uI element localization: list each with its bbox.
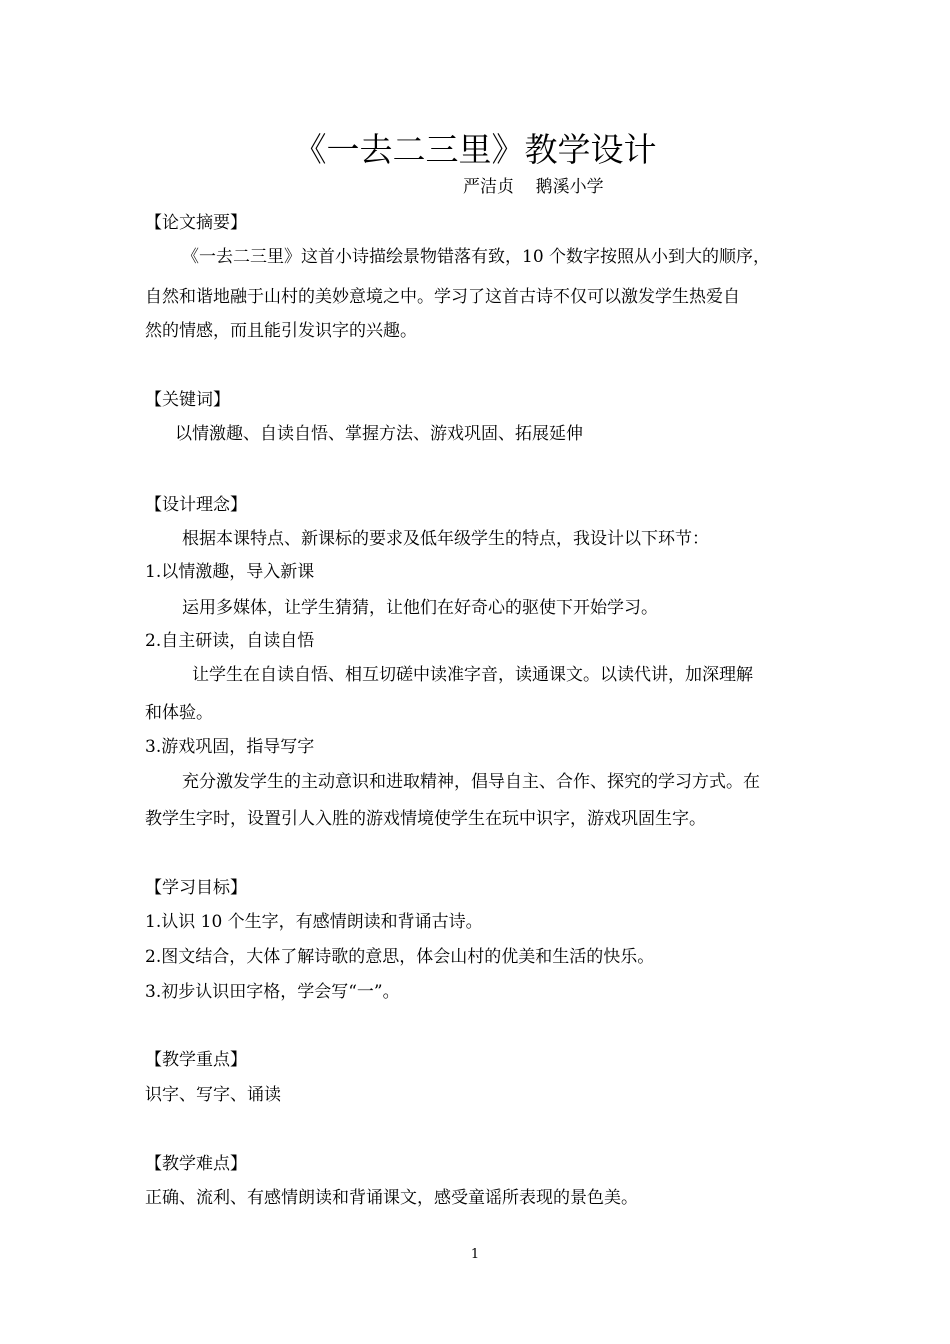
abstract-heading: 【论文摘要】	[145, 213, 247, 233]
concept-item-title: 2.自主研读，自读自悟	[145, 631, 315, 651]
objective-item: 1.认识 10 个生字，有感情朗读和背诵古诗。	[145, 912, 483, 932]
concept-heading: 【设计理念】	[145, 495, 247, 515]
objectives-heading: 【学习目标】	[145, 878, 247, 898]
abstract-line: 自然和谐地融于山村的美妙意境之中。学习了这首古诗不仅可以激发学生热爱自	[145, 287, 740, 307]
document-title: 《一去二三里》教学设计	[293, 130, 657, 169]
difficulties-text: 正确、流利、有感情朗读和背诵课文，感受童谣所表现的景色美。	[145, 1188, 638, 1208]
abstract-line: 然的情感，而且能引发识字的兴趣。	[145, 321, 417, 341]
concept-item-text: 教学生字时，设置引人入胜的游戏情境使学生在玩中识字，游戏巩固生字。	[145, 809, 706, 829]
key-points-heading: 【教学重点】	[145, 1050, 247, 1070]
concept-item-text: 让学生在自读自悟、相互切磋中读准字音，读通课文。以读代讲，加深理解	[192, 665, 753, 685]
author-line: 严洁贞 鹅溪小学	[463, 177, 604, 197]
difficulties-heading: 【教学难点】	[145, 1154, 247, 1174]
concept-item-text: 充分激发学生的主动意识和进取精神，倡导自主、合作、探究的学习方式。在	[182, 772, 760, 792]
concept-item-text: 和体验。	[145, 703, 213, 723]
objective-item: 3.初步认识田字格，学会写“一”。	[145, 982, 400, 1002]
concept-item-text: 运用多媒体，让学生猜猜，让他们在好奇心的驱使下开始学习。	[182, 598, 658, 618]
objective-item: 2.图文结合，大体了解诗歌的意思，体会山村的优美和生活的快乐。	[145, 947, 655, 967]
concept-item-title: 3.游戏巩固，指导写字	[145, 737, 315, 757]
keywords-heading: 【关键词】	[145, 390, 230, 410]
abstract-line: 《一去二三里》这首小诗描绘景物错落有致，10 个数字按照从小到大的顺序，	[182, 247, 771, 267]
concept-intro: 根据本课特点、新课标的要求及低年级学生的特点，我设计以下环节：	[182, 529, 709, 549]
key-points-text: 识字、写字、诵读	[145, 1085, 281, 1105]
concept-item-title: 1.以情激趣，导入新课	[145, 562, 315, 582]
keywords-text: 以情激趣、自读自悟、掌握方法、游戏巩固、拓展延伸	[175, 424, 583, 444]
page-number: 1	[470, 1247, 480, 1262]
